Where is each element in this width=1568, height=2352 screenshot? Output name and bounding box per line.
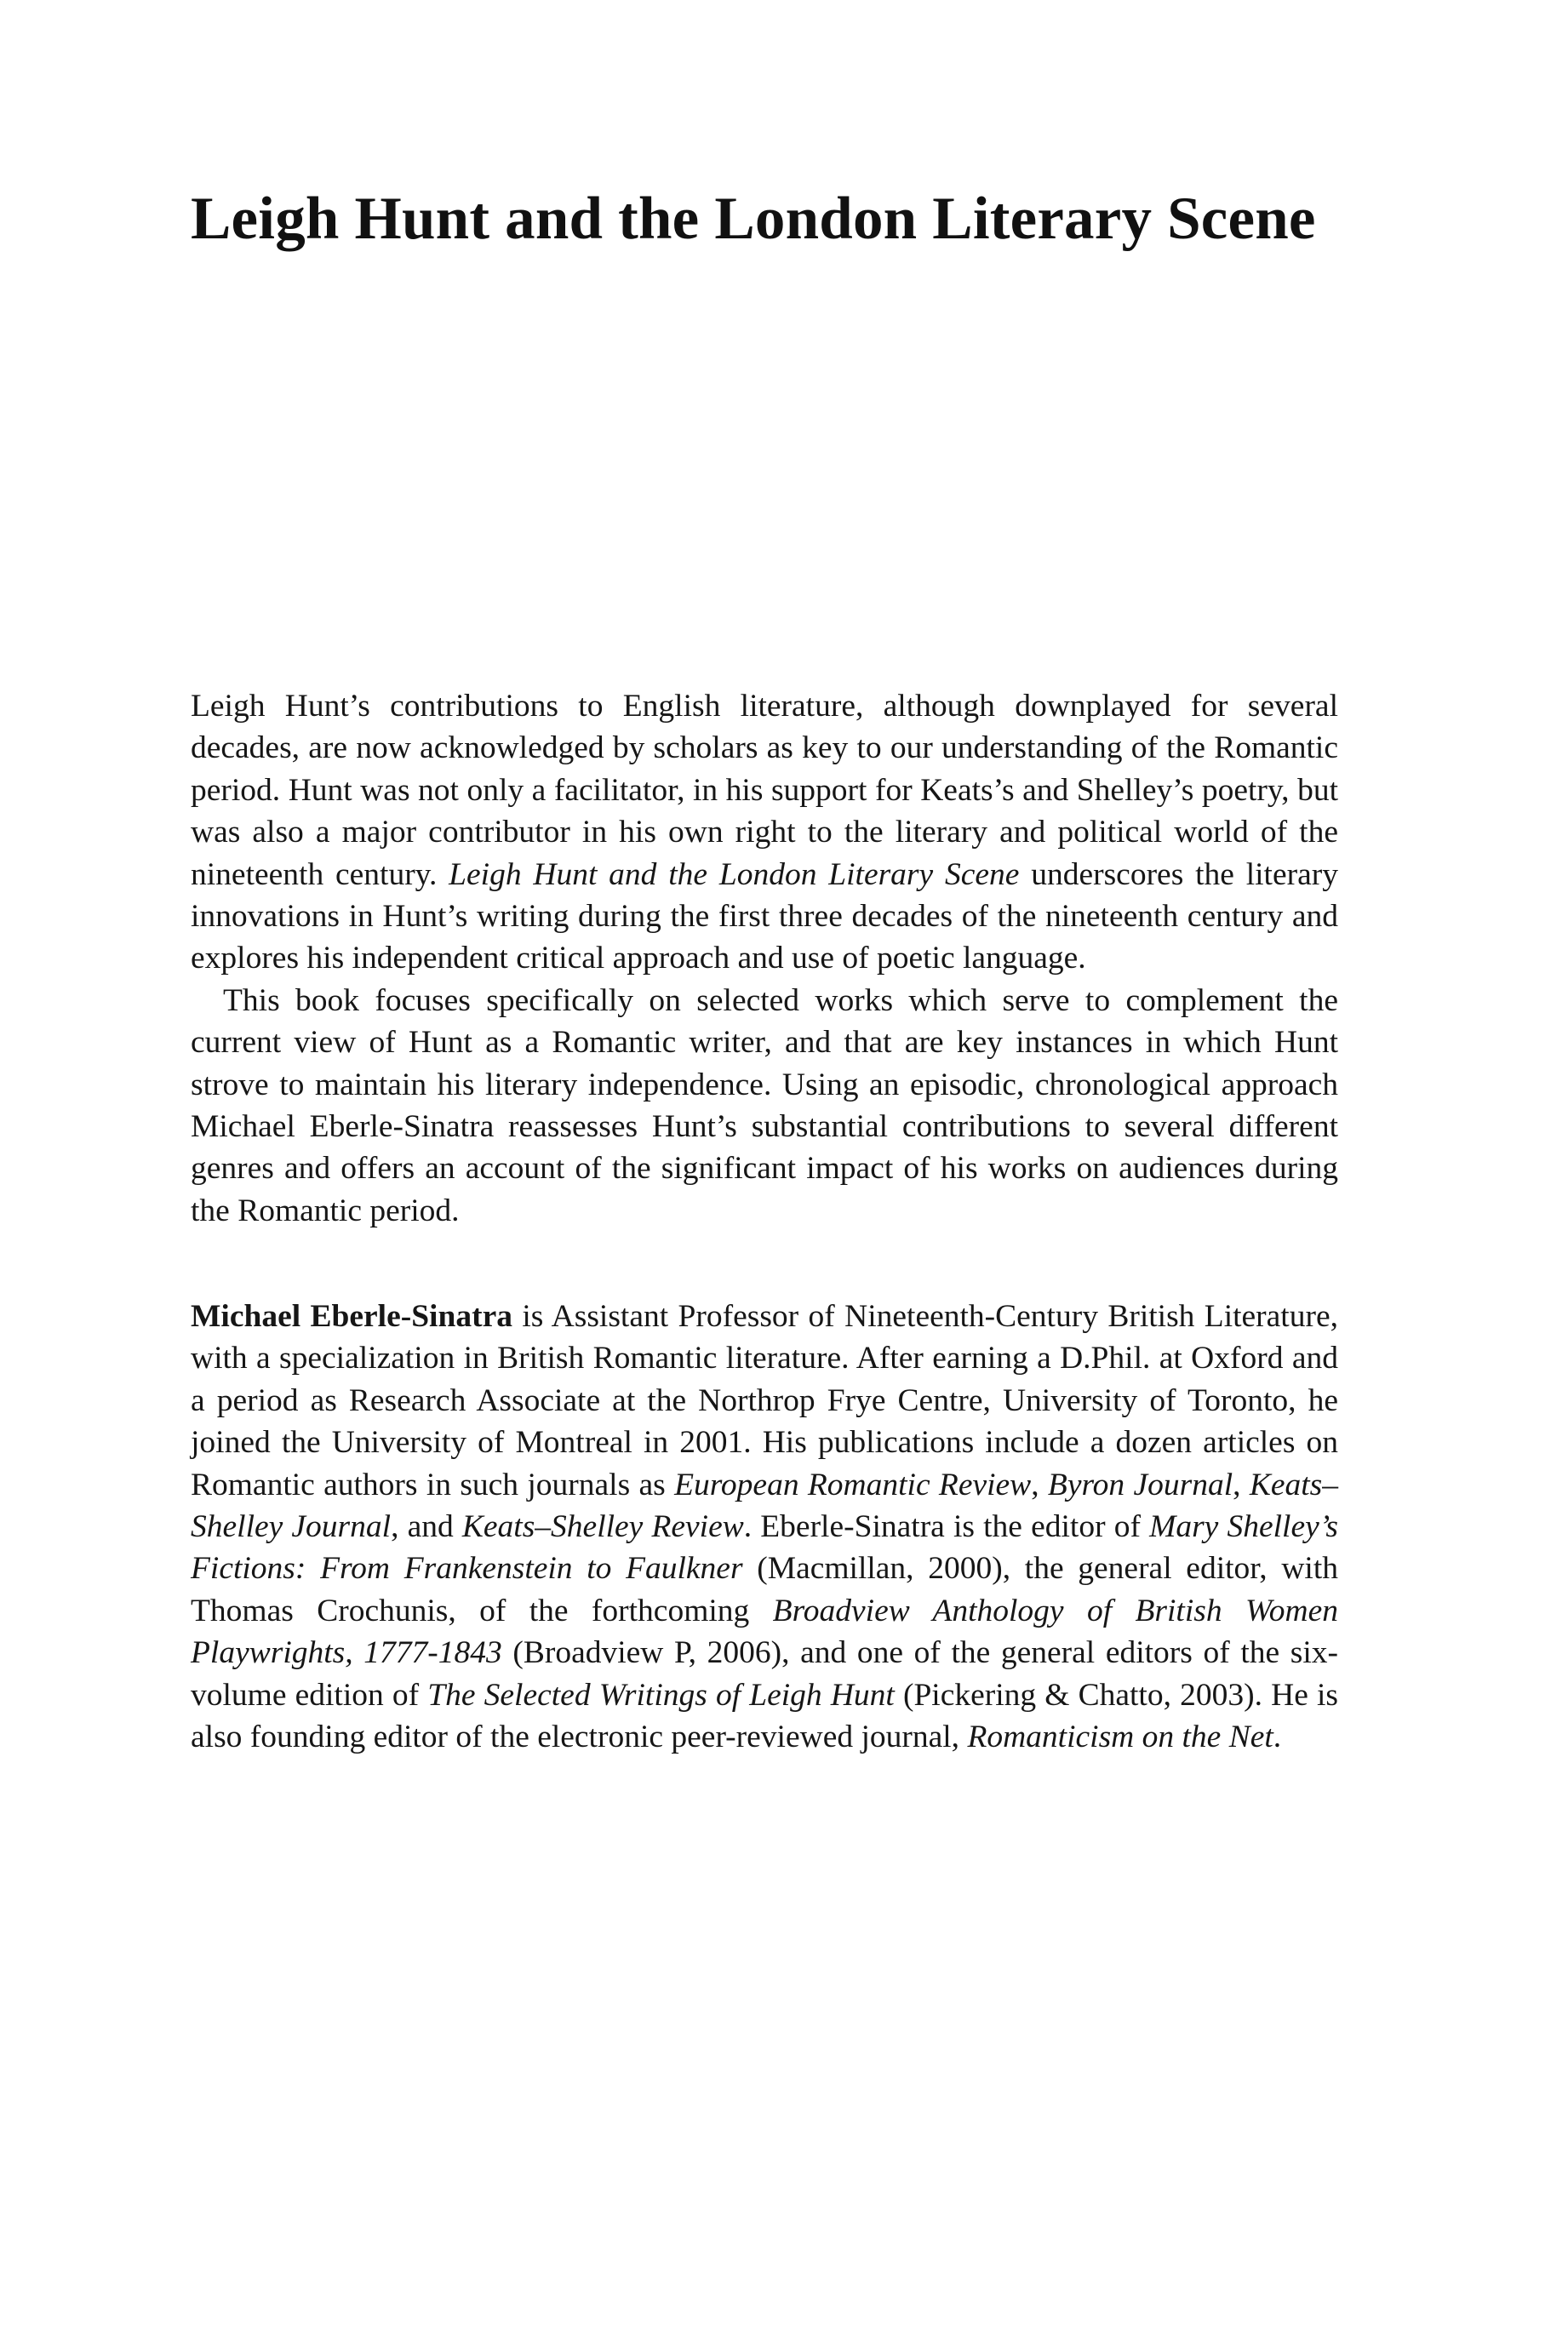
biography-paragraph bbox=[191, 1296, 1338, 1758]
description-text: Leigh Hunt’s contributions to English literature, although downplayed for several decades, are now acknowledged by scholars as key to our understanding of the Romantic period. Hunt was not only a facilitator, in his support for Keats’s and Shelley’s poetry, but was also a major contributor in his own right to the literary and political world of the nineteenth century. bbox=[191, 689, 1338, 892]
description-paragraph-2: This book focuses specifically on selected works which serve to complement the current view of Hunt as a Romantic writer, and that are key instances in which Hunt strove to maintain his literary independence. Using an episodic, chronological approach Michael Eberle-Sinatra reassesses Hunt’s substantial contributions to several different genres and offers an account of the significant impact of his works on audiences during the Romantic period. bbox=[191, 982, 1338, 1228]
author-name: Michael Eberle-Sinatra bbox=[191, 1299, 512, 1334]
journal-title: Keats–Shelley Journal bbox=[191, 1467, 1339, 1545]
book-description bbox=[191, 685, 1338, 1232]
journal-title: Byron Journal bbox=[1047, 1467, 1233, 1502]
separator-text: , and bbox=[391, 1509, 462, 1545]
biography-text: . Eberle-Sinatra is the editor of bbox=[743, 1509, 1150, 1545]
book-title: Mary Shelley’s Fictions: From Frankenstein to Faulkner bbox=[191, 1509, 1338, 1587]
journal-title: European Romantic Review bbox=[674, 1467, 1032, 1502]
biography-text: is Assistant Professor of Nineteenth-Century British Literature, with a specialization in British Romantic literature. After earning a D.Phil. at Oxford and a period as Research Associate at the Northrop Frye Centre, University of Toronto, he joined the University of Montreal in 2001. His publications include a dozen articles on Romantic authors in such journals as bbox=[191, 1299, 1338, 1502]
book-title: The Selected Writings of Leigh Hunt bbox=[427, 1677, 895, 1713]
book-title-reference: Leigh Hunt and the London Literary Scene bbox=[449, 856, 1020, 892]
description-text: underscores the literary innovations in Hunt’s writing during the first three decades of the nineteenth century and explores his independent critical approach and use of poetic language. bbox=[191, 856, 1338, 976]
author-biography bbox=[191, 1296, 1338, 1758]
book-title: Broadview Anthology of British Women Playwrights, 1777-1843 bbox=[191, 1593, 1338, 1671]
page-title: Leigh Hunt and the London Literary Scene bbox=[191, 186, 1316, 252]
biography-text: (Pickering & Chatto, 2003). He is also founding editor of the electronic peer-reviewed journal, bbox=[191, 1677, 1338, 1755]
journal-title: Romanticism on the Net bbox=[967, 1720, 1273, 1755]
journal-title: Keats–Shelley Review bbox=[461, 1509, 744, 1545]
biography-text: (Broadview P, 2006), and one of the general editors of the six-volume edition of bbox=[191, 1635, 1338, 1713]
biography-text: (Macmillan, 2000), the general editor, with Thomas Crochunis, of the forthcoming bbox=[191, 1551, 1339, 1628]
biography-text: . bbox=[1273, 1720, 1282, 1755]
separator-text: , bbox=[1031, 1467, 1048, 1502]
description-paragraph-1 bbox=[191, 685, 1338, 980]
separator-text: , bbox=[1233, 1467, 1250, 1502]
